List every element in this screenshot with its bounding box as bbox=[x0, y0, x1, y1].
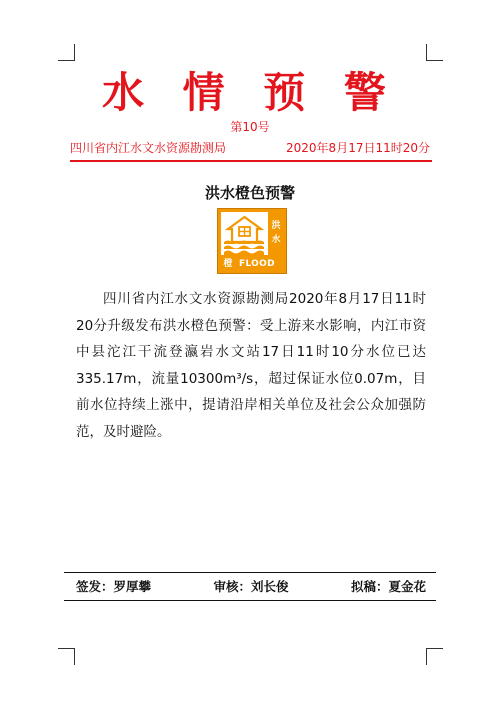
drafter-signature bbox=[351, 577, 426, 595]
header-info-line bbox=[70, 139, 430, 156]
reviewer-name: 刘长俊 bbox=[251, 579, 289, 594]
reviewer-label: 审核： bbox=[213, 579, 251, 594]
issue-number: 第10号 bbox=[230, 120, 270, 134]
badge-level-char: 橙 bbox=[223, 259, 233, 269]
badge-bottom-label bbox=[221, 258, 283, 270]
crop-mark-bottom-left bbox=[58, 648, 75, 665]
notice-body: 四川省内江水文水资源勘测局2020年8月17日11时20分升级发布洪水橙色预警：受上游来水影响，内江市资中县沱江干流登瀛岩水文站17日11时10分水位已达335.17m，流量10300m³/s，超过保证水位0.07m，目前水位持续上涨中，提请沿岸相关单位及社会公众加强防范，及时避险。 bbox=[76, 291, 426, 440]
reviewer-signature bbox=[213, 577, 288, 595]
signature-rule-top bbox=[64, 572, 436, 573]
signature-row bbox=[76, 577, 426, 595]
flood-warning-badge bbox=[217, 208, 287, 274]
badge-english-label: FLOOD bbox=[239, 259, 275, 269]
crop-mark-top-right bbox=[426, 44, 443, 61]
crop-mark-top-left bbox=[58, 44, 75, 61]
masthead-divider bbox=[70, 160, 432, 162]
masthead-title: 水 情 预 警 bbox=[102, 68, 398, 117]
notice-title: 洪水橙色预警 bbox=[204, 184, 295, 202]
drafter-label: 拟稿： bbox=[350, 579, 389, 594]
issue-datetime: 2020年8月17日11时20分 bbox=[286, 141, 430, 155]
issuer-signature bbox=[76, 577, 151, 595]
flooded-house-icon bbox=[221, 212, 268, 255]
crop-mark-bottom-right bbox=[426, 648, 443, 665]
badge-side-label bbox=[269, 212, 283, 255]
issuer-name: 罗厚攀 bbox=[113, 579, 152, 594]
issuer-label: 签发： bbox=[76, 579, 114, 594]
signature-rule-bottom bbox=[64, 600, 436, 601]
drafter-name: 夏金花 bbox=[388, 579, 426, 594]
agency-name: 四川省内江水文水资源勘测局 bbox=[70, 141, 227, 155]
badge-side-text: 洪水 bbox=[271, 221, 281, 245]
